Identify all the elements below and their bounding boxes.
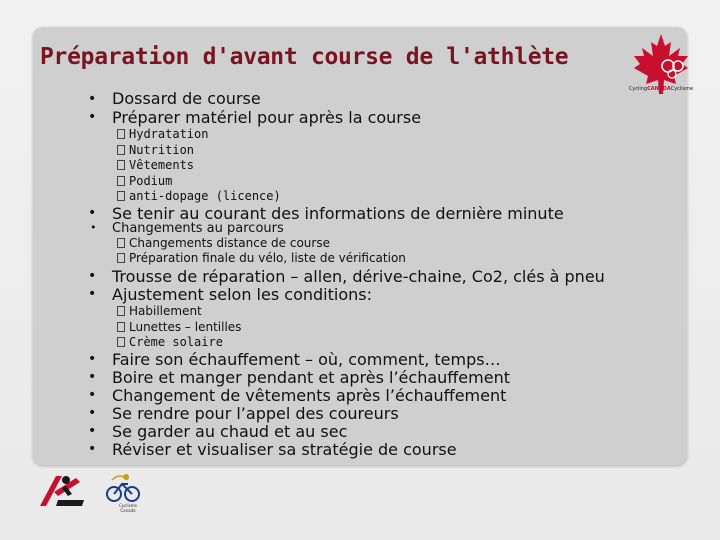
checkbox-icon	[117, 306, 125, 316]
list-item: Faire son échauffement – où, comment, temps…	[112, 350, 501, 369]
bullet: •	[90, 221, 97, 234]
sub-list-item: Changements distance de course	[117, 236, 330, 250]
checkbox-icon	[117, 191, 125, 201]
checkbox-icon	[117, 337, 125, 347]
cyclist-logo-caption: Cyclisme Canada	[118, 503, 138, 513]
list-item: Se rendre pour l’appel des coureurs	[112, 404, 399, 423]
list-item: Préparer matériel pour après la course	[112, 108, 422, 127]
sub-list-item: Crème solaire	[117, 335, 223, 349]
bullet: •	[88, 405, 97, 421]
bullet: •	[88, 369, 97, 385]
bullet: •	[88, 351, 97, 367]
checkbox-icon	[117, 322, 125, 332]
sub-list-item: Habillement	[117, 304, 202, 318]
bullet: •	[88, 441, 97, 457]
list-item: Réviser et visualiser sa stratégie de course	[112, 440, 457, 459]
checkbox-icon	[117, 238, 125, 248]
list-item: Trousse de réparation – allen, dérive-chaine, Co2, clés à pneu	[112, 267, 605, 286]
bullet: •	[88, 91, 97, 107]
athlete-logo-icon	[36, 470, 90, 510]
list-item: Se tenir au courant des informations de dernière minute	[112, 204, 564, 223]
checkbox-icon	[117, 160, 125, 170]
sub-list-item: Préparation finale du vélo, liste de vérification	[117, 251, 406, 265]
checkbox-icon	[117, 145, 125, 155]
slide-title: Préparation d'avant course de l'athlète	[40, 44, 569, 70]
cycling-canada-caption: CyclingCANADACyclisme	[628, 86, 694, 92]
list-item: Changements au parcours	[112, 221, 284, 236]
bullet: •	[88, 268, 97, 284]
list-item: Boire et manger pendant et après l’échauffement	[112, 368, 510, 387]
sub-list-item: anti-dopage (licence)	[117, 189, 281, 203]
bullet: •	[88, 423, 97, 439]
bullet: •	[88, 109, 97, 125]
sub-list-item: Podium	[117, 174, 172, 188]
list-item: Se garder au chaud et au sec	[112, 422, 348, 441]
sub-list-item: Lunettes – lentilles	[117, 320, 241, 334]
list-item: Dossard de course	[112, 89, 261, 108]
checkbox-icon	[117, 253, 125, 263]
list-item: Changement de vêtements après l’échauffement	[112, 386, 507, 405]
checkbox-icon	[117, 176, 125, 186]
bullet: •	[88, 205, 97, 221]
bullet: •	[88, 286, 97, 302]
bullet: •	[88, 387, 97, 403]
checkbox-icon	[117, 129, 125, 139]
sub-list-item: Vêtements	[117, 158, 194, 172]
sub-list-item: Hydratation	[117, 127, 208, 141]
list-item: Ajustement selon les conditions:	[112, 285, 372, 304]
sub-list-item: Nutrition	[117, 143, 194, 157]
